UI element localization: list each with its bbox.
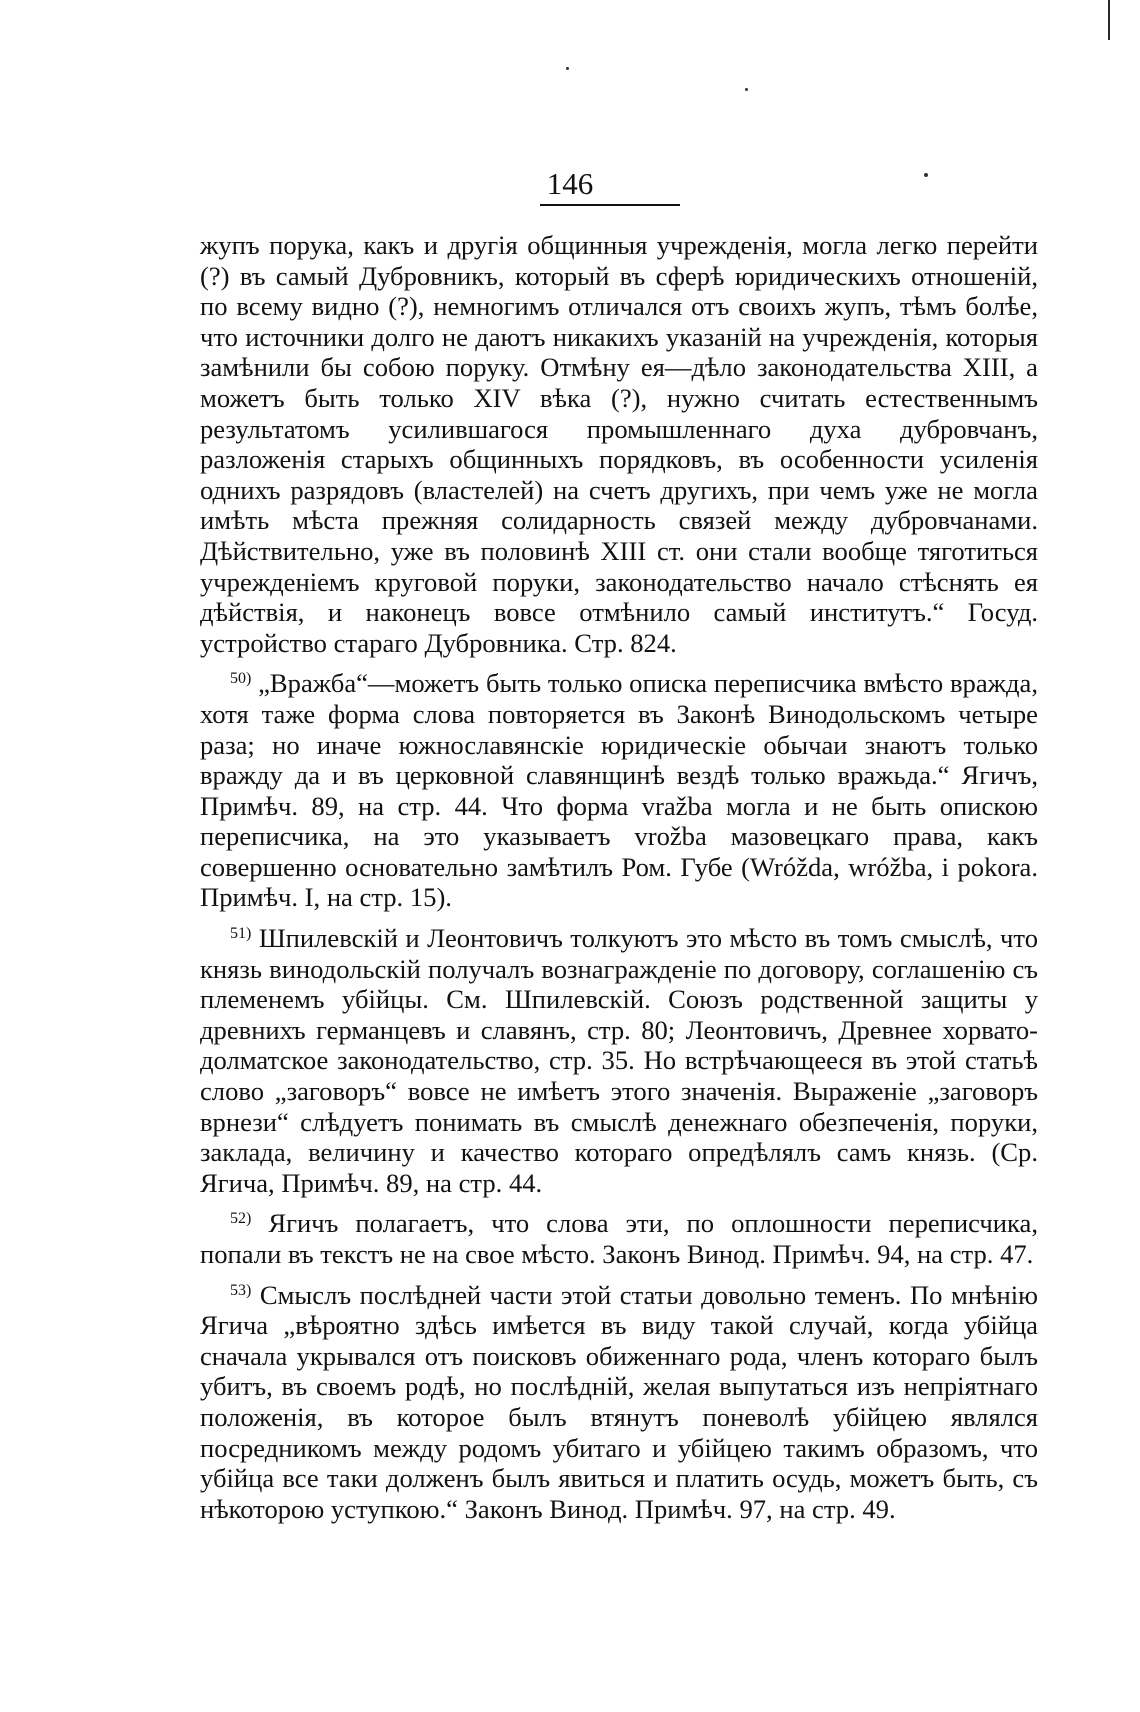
scan-edge-mark [1108,0,1110,40]
footnote-50 [200,668,1038,913]
footnote-marker: 52) [230,1210,252,1228]
footnote-51 [200,923,1038,1198]
page-number: 146 [546,166,594,201]
footnote-marker: 53) [230,1281,252,1299]
footnote-marker: 51) [230,925,252,943]
footnote-text: „Вражба“—можетъ быть только описка переписчика вмѣсто вражда, хотя таже форма слова повторяется въ Законѣ Винодольскомъ четыре раза; но иначе южнославянскіе юридическіе обычаи знаютъ только вражду да и въ церковной славянщинѣ вездѣ только вражьда.“ Ягичъ, Примѣч. 89, на стр. 44. Что форма vražba могла и не быть опискою переписчика, на это указываетъ vrožba мазовецкаго права, какъ совершенно основательно замѣтилъ Ром. Губе (Wróžda, wróžba, i pokora. Примѣч. I, на стр. 15). [200,668,1038,913]
continued-paragraph: жупъ порука, какъ и другія общинныя учрежденія, могла легко перейти (?) въ самый Дубровникъ, который въ сферѣ юридическихъ отношеній, по всему видно (?), немногимъ отличался отъ своихъ жупъ, тѣмъ болѣе, что источники долго не даютъ никакихъ указаній на учрежденія, которыя замѣнили бы собою поруку. Отмѣну ея—дѣло законодательства XIII, а можетъ быть только XIV вѣка (?), нужно считать естественнымъ результатомъ усилившагося промышленнаго духа дубровчанъ, разложенія старыхъ общинныхъ порядковъ, въ особенности усиленія однихъ разрядовъ (властелей) на счетъ другихъ, при чемъ уже не могла имѣть мѣста прежняя солидарность связей между дубровчанами. Дѣйствительно, уже въ половинѣ XIII ст. они стали вообще тяготиться учрежденіемъ круговой поруки, законодательство начало стѣснять ея дѣйствія, и наконецъ вовсе отмѣнило самый институтъ.“ Госуд. устройство стараго Дубровника. Стр. 824. [200,230,1038,658]
page-number-rule [540,204,680,206]
scan-speck [745,88,748,91]
page-text [200,230,1038,1524]
footnote-52 [200,1208,1038,1269]
footnote-marker: 50) [230,670,252,688]
scan-speck [566,67,569,70]
footnote-53 [200,1280,1038,1525]
footnote-text: Ягичъ полагаетъ, что слова эти, по оплошности переписчика, попали въ текстъ не на свое мѣсто. Законъ Винод. Примѣч. 94, на стр. 47. [200,1208,1038,1269]
footnote-text: Смыслъ послѣдней части этой статьи довольно теменъ. По мнѣнію Ягича „вѣроятно здѣсь имѣется въ виду такой случай, когда убійца сначала укрывался отъ поисковъ обиженнаго рода, членъ котораго былъ убитъ, въ своемъ родѣ, но послѣдній, желая выпутаться изъ непріятнаго положенія, въ которое былъ втянутъ поневолѣ убійцею являлся посредникомъ между родомъ убитаго и убійцею такимъ образомъ, что убійца все таки долженъ былъ явиться и платить осудь, можетъ быть, съ нѣкоторою уступкою.“ Законъ Винод. Примѣч. 97, на стр. 49. [200,1279,1038,1524]
footnote-text: Шпилевскій и Леонтовичъ толкуютъ это мѣсто въ томъ смыслѣ, что князь винодольскій получалъ вознагражденіе по договору, соглашенію съ племенемъ убійцы. См. Шпилевскій. Союзъ родственной защиты у древнихъ германцевъ и славянъ, стр. 80; Леонтовичъ, Древнее хорвато-долматское законодательство, стр. 35. Но встрѣчающееся въ этой статьѣ слово „заговоръ“ вовсе не имѣетъ этого значенія. Выраженіе „заговоръ врнези“ слѣдуетъ понимать въ смыслѣ денежнаго обезпеченія, поруки, заклада, величину и качество котораго опредѣлялъ самъ князь. (Ср. Ягича, Примѣч. 89, на стр. 44. [200,923,1038,1198]
